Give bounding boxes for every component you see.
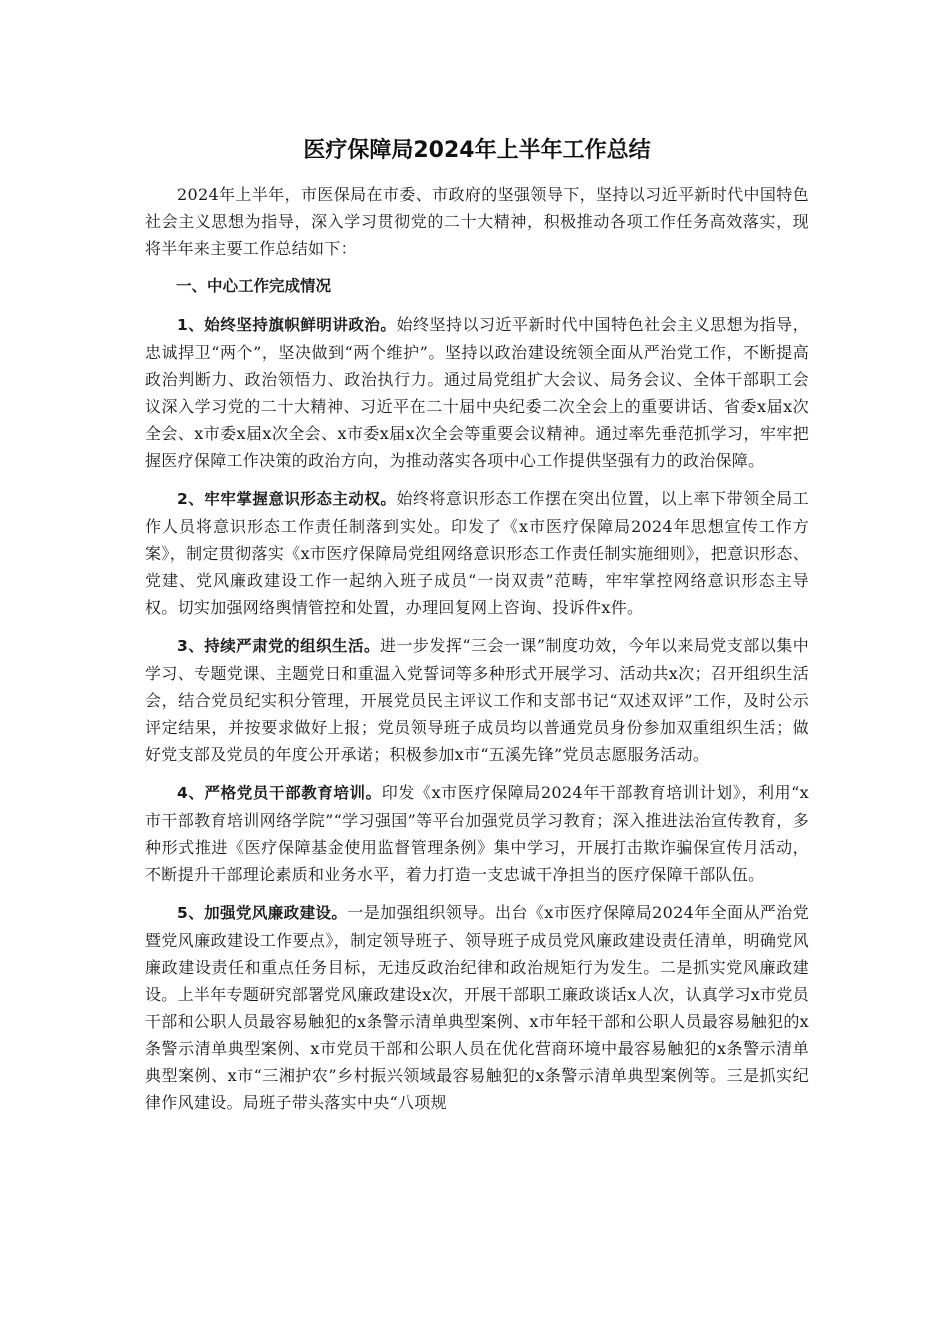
paragraph-text: 印发《x市医疗保障局2024年干部教育培训计划》，利用“x市干部教育培训网络学院”“学习强国”等平台加强党员学习教育；深入推进法治宣传教育，多种形式推进《医疗保障基金使用监督管理条例》集中学习，开展打击欺诈骗保宣传月活动，不断提升干部理论素质和业务水平，着力打造一支忠诚干净担当的医疗保障干部队伍。 [145,783,809,884]
paragraph-lead: 4、严格党员干部教育培训。 [177,784,382,802]
paragraph-item-4 [145,779,809,888]
paragraph-lead: 3、持续严肃党的组织生活。 [177,637,380,655]
paragraph-lead: 1、始终坚持旗帜鲜明讲政治。 [177,316,397,334]
intro-paragraph: 2024年上半年，市医保局在市委、市政府的坚强领导下，坚持以习近平新时代中国特色社会主义思想为指导，深入学习贯彻党的二十大精神，积极推动各项工作任务高效落实，现将半年来主要工作总结如下： [145,185,809,258]
paragraph-item-1 [145,311,809,474]
document-title: 医疗保障局2024年上半年工作总结 [303,138,651,163]
paragraph-item-2 [145,485,809,621]
paragraph-item-3 [145,632,809,768]
section-heading: 一、中心工作完成情况 [176,277,332,295]
paragraph-lead: 2、牢牢掌握意识形态主动权。 [177,490,397,508]
paragraph-text: 进一步发挥“三会一课”制度功效，今年以来局党支部以集中学习、专题党课、主题党日和重温入党誓词等多种形式开展学习、活动共x次；召开组织生活会，结合党员纪实积分管理，开展党员民主评议工作和支部书记“双述双评”工作，及时公示评定结果，并按要求做好上报；党员领导班子成员均以普通党员身份参加双重组织生活；做好党支部及党员的年度公开承诺；积极参加x市“五溪先锋”党员志愿服务活动。 [145,636,809,764]
paragraph-text: 始终坚持以习近平新时代中国特色社会主义思想为指导，忠诚捍卫“两个”，坚决做到“两个维护”。坚持以政治建设统领全面从严治党工作，不断提高政治判断力、政治领悟力、政治执行力。通过局党组扩大会议、局务会议、全体干部职工会议深入学习党的二十大精神、习近平在二十届中央纪委二次全会上的重要讲话、省委x届x次全会、x市委x届x次全会、x市委x届x次全会等重要会议精神。通过率先垂范抓学习，牢牢把握医疗保障工作决策的政治方向，为推动落实各项中心工作提供坚强有力的政治保障。 [145,315,809,470]
paragraph-item-5 [145,899,809,1116]
paragraph-text: 一是加强组织领导。出台《x市医疗保障局2024年全面从严治党暨党风廉政建设工作要点》，制定领导班子、领导班子成员党风廉政建设责任清单，明确党风廉政建设责任和重点任务目标，无违反政治纪律和政治规矩行为发生。二是抓实党风廉政建设。上半年专题研究部署党风廉政建设x次，开展干部职工廉政谈话x人次，认真学习x市党员干部和公职人员最容易触犯的x条警示清单典型案例、x市年轻干部和公职人员最容易触犯的x条警示清单典型案例、x市党员干部和公职人员在优化营商环境中最容易触犯的x条警示清单典型案例、x市“三湘护农”乡村振兴领域最容易触犯的x条警示清单典型案例等。三是抓实纪律作风建设。局班子带头落实中央“八项规 [145,903,809,1112]
document-body [145,181,809,1127]
paragraph-text: 始终将意识形态工作摆在突出位置，以上率下带领全局工作人员将意识形态工作责任制落到实处。印发了《x市医疗保障局2024年思想宣传工作方案》，制定贯彻落实《x市医疗保障局党组网络意识形态工作责任制实施细则》，把意识形态、党建、党风廉政建设工作一起纳入班子成员“一岗双责”范畴，牢牢掌控网络意识形态主导权。切实加强网络舆情管控和处置，办理回复网上咨询、投诉件x件。 [145,489,809,617]
paragraph-lead: 5、加强党风廉政建设。 [177,904,348,922]
